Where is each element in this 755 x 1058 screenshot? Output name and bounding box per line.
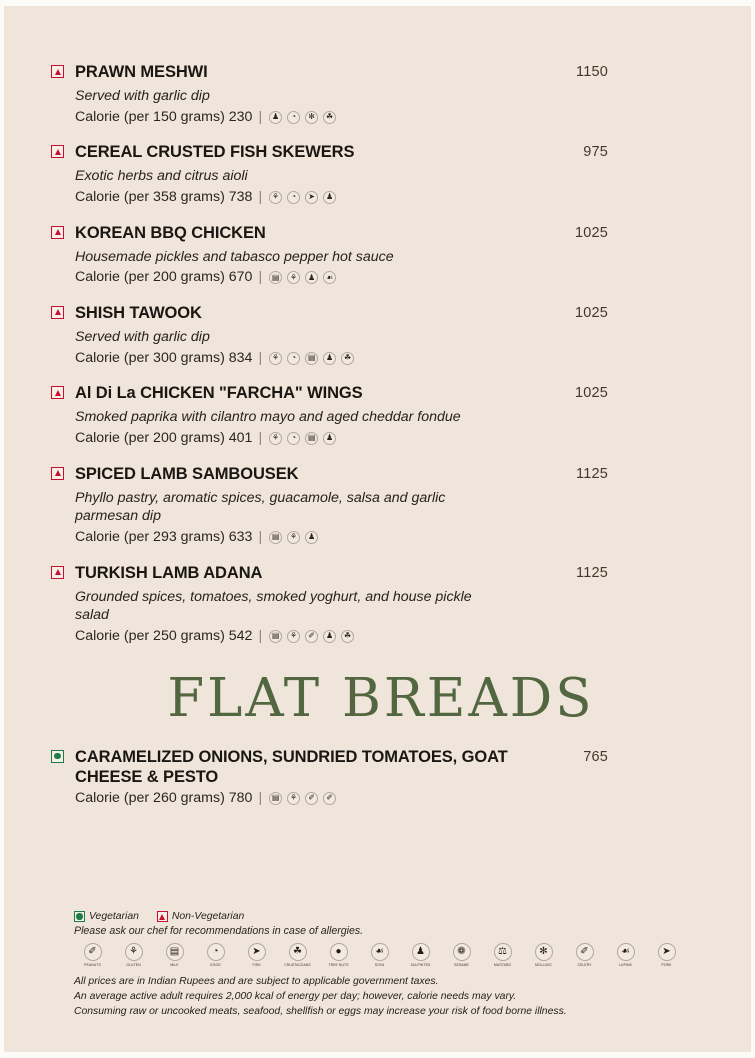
separator: | [258,789,263,806]
menu-item[interactable] [51,223,701,287]
menu-item-price: 975 [583,144,608,161]
allergen-gluten-icon: ⚘ [269,352,282,365]
allergen-milk-icon: ▤ [269,531,282,544]
allergen-milk-icon: ▤ [166,943,184,961]
menu-item-description: Phyllo pastry, aromatic spices, guacamole, salsa and garlic parmesan dip [75,489,446,525]
non-vegetarian-icon [157,911,168,922]
menu-item-name: TURKISH LAMB ADANA [75,563,263,582]
allergen-sesame-icon: ❁ [453,943,471,961]
separator: | [258,108,263,125]
allergen-label: CRUSTACEANS [284,962,311,967]
menu-item-calorie-row [75,528,701,546]
menu-item-calorie: Calorie (per 200 grams) 670 [75,269,253,286]
allergen-tag-list [269,191,336,204]
menu-item-calorie: Calorie (per 293 grams) 633 [75,529,253,546]
allergen-celery-icon: ✐ [305,630,318,643]
allergen-label: FISH [252,962,261,967]
allergen-egg-icon: ◔ [287,191,300,204]
allergen-sulphites-icon: ♟ [305,531,318,544]
disclaimer-line: Consuming raw or uncooked meats, seafood, shellfish or eggs may increase your risk of food borne illness. [74,1005,567,1017]
allergen-milk-icon: ▤ [269,792,282,805]
menu-item-calorie: Calorie (per 260 grams) 780 [75,789,253,806]
menu-item-description: Served with garlic dip [75,329,210,346]
non-vegetarian-icon [51,145,64,158]
menu-item-calorie-row [75,627,701,645]
separator: | [258,628,263,645]
allergen-pork-icon: ➤ [658,943,676,961]
allergen-tree-nuts-icon: ● [330,943,348,961]
menu-item-price: 1125 [576,564,608,581]
menu-item[interactable] [51,303,701,367]
allergen-soya-icon: ☙ [371,943,389,961]
allergen-tag-list [269,792,336,805]
menu-item-name: KOREAN BBQ CHICKEN [75,223,266,242]
allergen-egg-icon: ◔ [287,111,300,124]
allergen-gluten-icon: ⚘ [287,531,300,544]
allergen-legend-item [525,943,562,967]
menu-item-calorie: Calorie (per 250 grams) 542 [75,628,253,645]
menu-item-calorie-row [75,108,701,126]
menu-item-name: PRAWN MESHWI [75,63,208,81]
allergen-legend-item [607,943,644,967]
allergen-gluten-icon: ⚘ [287,271,300,284]
non-vegetarian-icon [51,386,64,399]
separator: | [258,430,263,447]
allergen-tag-list [269,352,354,365]
chef-allergy-note: Please ask our chef for recommendations in case of allergies. [74,925,364,937]
allergen-eggs-icon: ◔ [207,943,225,961]
menu-footer [74,911,704,1019]
menu-item-price: 1125 [576,465,608,482]
separator: | [258,349,263,366]
allergen-sulphites-icon: ♟ [412,943,430,961]
allergen-label: LUPINS [619,962,632,967]
separator: | [258,529,263,546]
allergen-sulphites-icon: ♟ [305,271,318,284]
menu-item[interactable] [51,563,701,646]
vegetarian-icon [74,911,85,922]
allergen-label: MOLLUSC [534,962,553,967]
allergen-label: EGGS [210,962,221,967]
allergen-label: SOYA [374,962,385,967]
separator: | [258,189,263,206]
allergen-legend-item [197,943,234,967]
menu-item-name: SPICED LAMB SAMBOUSEK [75,464,299,483]
allergen-nuts-icon: ☘ [323,111,336,124]
allergen-sulphites-icon: ♟ [323,630,336,643]
menu-item-calorie-row [75,349,701,367]
allergen-gluten-icon: ⚘ [269,191,282,204]
allergen-crustaceans-icon: ✻ [305,111,318,124]
legend-non-vegetarian-label: Non-Vegetarian [171,911,245,922]
allergen-fish-icon: ➤ [248,943,266,961]
menu-item-calorie-row [75,268,701,286]
allergen-egg-icon: ◔ [287,432,300,445]
allergen-legend-item [320,943,357,967]
menu-item-calorie-row [75,429,701,447]
menu-item-price: 1150 [576,64,608,80]
allergen-milk-icon: ▤ [305,432,318,445]
allergen-milk-icon: ▤ [305,352,318,365]
menu-item-price: 765 [583,748,608,765]
allergen-fish-icon: ♟ [269,111,282,124]
allergen-label: PORK [661,962,672,967]
allergen-mustard-icon: ⚖ [494,943,512,961]
allergen-tag-list [269,630,354,643]
non-vegetarian-icon [51,65,64,78]
separator: | [258,269,263,286]
allergen-tag-list [269,531,318,544]
allergen-tag-list [269,271,336,284]
allergen-sulphites-icon: ♟ [323,191,336,204]
menu-item-name: CEREAL CRUSTED FISH SKEWERS [75,143,355,162]
non-vegetarian-icon [51,306,64,319]
menu-item-calorie: Calorie (per 358 grams) 738 [75,189,253,206]
menu-item-name: SHISH TAWOOK [75,303,202,322]
allergen-sulphites-icon: ♟ [323,352,336,365]
allergen-gluten-icon: ⚘ [269,432,282,445]
menu-item[interactable] [51,62,701,126]
allergen-legend-item [566,943,603,967]
allergen-label: CELERY [577,962,592,967]
allergen-label: SESAME [454,962,469,967]
menu-item[interactable] [51,747,701,808]
allergen-legend-item [484,943,521,967]
allergen-label: GLUTEN [126,962,141,967]
non-vegetarian-icon [51,566,64,579]
menu-items-list [51,62,701,823]
menu-item-description: Served with garlic dip [75,88,210,105]
menu-item-description: Grounded spices, tomatoes, smoked yoghurt, and house pickle salad [75,588,472,624]
menu-item-calorie: Calorie (per 200 grams) 401 [75,430,253,447]
menu-item-description: Exotic herbs and citrus aioli [75,168,248,185]
allergen-gluten-icon: ⚘ [125,943,143,961]
disclaimer-block [74,974,704,1019]
allergen-tag-list [269,432,336,445]
allergen-mollusc-icon: ✻ [535,943,553,961]
allergen-celery-icon: ✐ [305,792,318,805]
allergen-legend-item [238,943,275,967]
menu-item-description: Smoked paprika with cilantro mayo and aged cheddar fondue [75,409,461,426]
allergen-legend-item [443,943,480,967]
allergen-legend-item [648,943,685,967]
allergen-nuts-icon: ☘ [341,352,354,365]
diet-legend [74,911,704,922]
allergen-sulphites-icon: ♟ [323,432,336,445]
allergen-crustaceans-icon: ☘ [289,943,307,961]
allergen-lupins-icon: ☙ [617,943,635,961]
allergen-legend-item [74,943,111,967]
menu-item-description: Housemade pickles and tabasco pepper hot sauce [75,248,394,265]
menu-item-price: 1025 [574,385,608,402]
menu-item-calorie: Calorie (per 150 grams) 230 [75,108,253,125]
disclaimer-line: All prices are in Indian Rupees and are subject to applicable government taxes. [74,975,439,987]
menu-item-name: Al Di La CHICKEN "FARCHA" WINGS [75,384,363,403]
menu-item-calorie-row [75,188,701,206]
allergen-gluten-icon: ⚘ [287,630,300,643]
allergen-soy-icon: ☙ [323,271,336,284]
menu-item-calorie-row [75,789,701,807]
allergen-tag-list [269,111,336,124]
allergen-legend-item [115,943,152,967]
menu-item[interactable] [51,464,701,547]
menu-item[interactable] [51,142,701,206]
menu-page [4,6,751,1052]
menu-item-price: 1025 [574,304,608,321]
legend-vegetarian-label: Vegetarian [89,911,139,922]
allergen-peanuts-icon: ✐ [84,943,102,961]
section-title-flat-breads: FLAT BREADS [167,667,595,729]
vegetarian-icon [51,750,64,763]
allergen-label: MILK [170,962,179,967]
non-vegetarian-icon [51,467,64,480]
allergen-legend-item [361,943,398,967]
allergen-legend-item [279,943,316,967]
non-vegetarian-icon [51,226,64,239]
allergen-label: SULPHITES [410,962,431,967]
menu-item-name: CARAMELIZED ONIONS, SUNDRIED TOMATOES, GOAT CHEESE & PESTO [75,747,508,786]
allergen-milk-icon: ▤ [269,630,282,643]
allergen-label: PEANUTS [84,962,101,967]
allergen-egg-icon: ◔ [287,352,300,365]
allergen-label: MUSTARD [493,962,512,967]
menu-item-price: 1025 [574,224,608,241]
allergen-legend-item [402,943,439,967]
allergen-legend-strip [74,943,704,967]
allergen-legend-item [156,943,193,967]
menu-item-calorie: Calorie (per 300 grams) 834 [75,349,253,366]
allergen-nuts-icon: ☘ [341,630,354,643]
allergen-label: TREE NUTS [328,962,349,967]
disclaimer-line: An average active adult requires 2,000 kcal of energy per day; however, calorie needs may vary. [74,990,517,1002]
allergen-celery-icon: ✐ [576,943,594,961]
menu-item[interactable] [51,383,701,447]
allergen-fish-icon: ➤ [305,191,318,204]
allergen-milk-icon: ▤ [269,271,282,284]
allergen-peanuts-icon: ✐ [323,792,336,805]
allergen-gluten-icon: ⚘ [287,792,300,805]
